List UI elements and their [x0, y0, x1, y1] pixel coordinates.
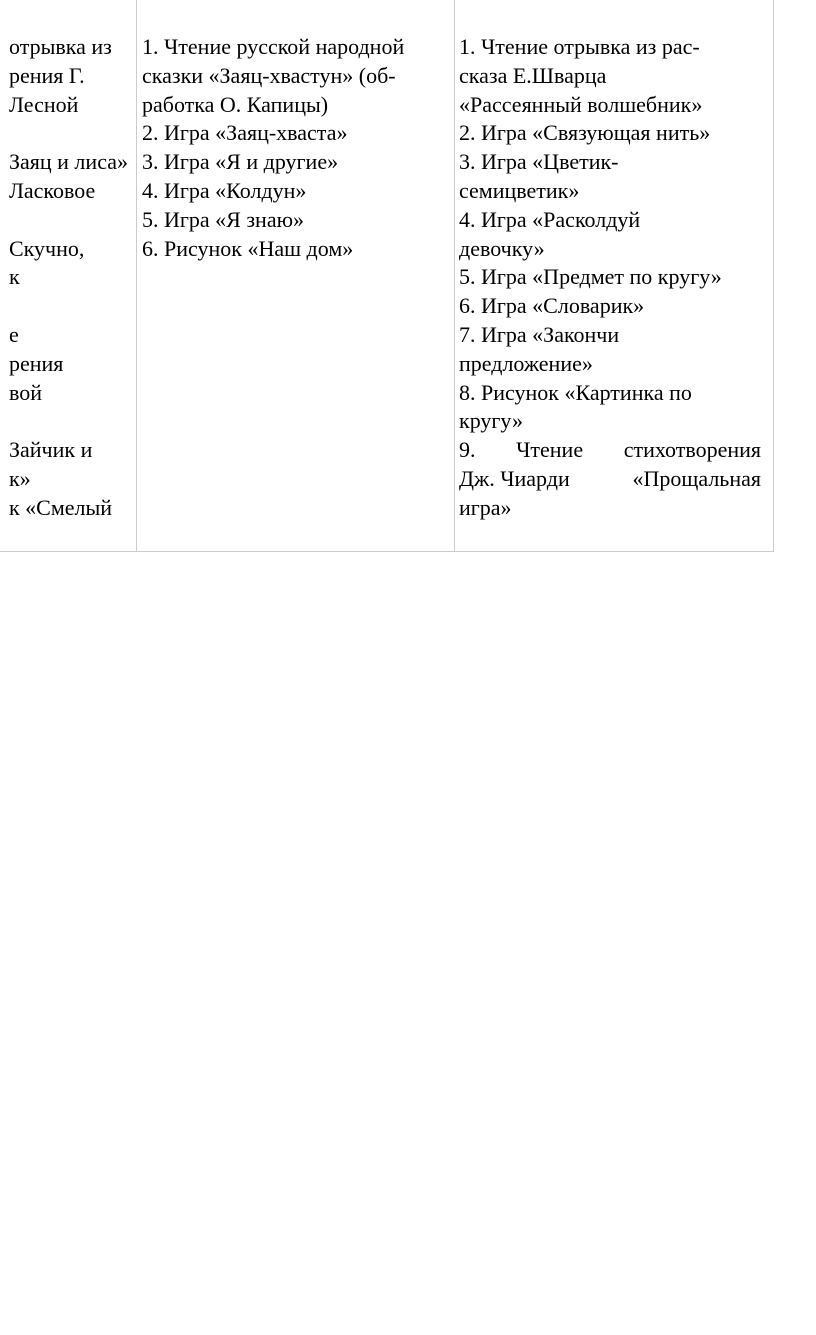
text-line: работка О. Капицы): [142, 91, 329, 117]
text-line: 5. Игра «Я знаю»: [142, 206, 305, 232]
text-line: сказа Е.Шварца: [459, 62, 607, 88]
text-line: к «Смелый: [8, 494, 113, 520]
text-line: рения Г.: [8, 62, 85, 88]
word: Дж. Чиарди: [459, 465, 570, 491]
text-line: отрывка из: [8, 34, 112, 59]
column-2-text: [142, 33, 404, 263]
word: стихотворения: [623, 437, 761, 463]
text-line: 1. Чтение отрывка из рас-: [459, 34, 700, 59]
text-line: 4. Игра «Колдун»: [142, 177, 307, 203]
text-line: к: [8, 264, 20, 290]
word: Чтение: [516, 437, 584, 463]
text-line: 8. Рисунок «Картинка по: [459, 379, 692, 405]
text-line: 7. Игра «Закончи: [459, 321, 620, 347]
text-line: [9, 119, 128, 148]
text-line: 5. Игра «Предмет по кругу»: [459, 264, 722, 290]
column-3-text: [459, 33, 761, 523]
text-line: 6. Рисунок «Наш дом»: [142, 235, 354, 261]
text-line: Скучно,: [8, 235, 85, 261]
word: «Прощальная: [632, 465, 761, 491]
text-line: 3. Игра «Я и другие»: [142, 149, 339, 175]
text-line: рения: [8, 350, 64, 376]
text-line: Ласковое: [8, 177, 96, 203]
column-1-text: [9, 33, 128, 523]
text-line: Зайчик и: [8, 437, 93, 463]
text-line-justified: [459, 436, 761, 465]
table-column-1: [0, 0, 137, 552]
table-column-2: [137, 0, 455, 552]
text-line: е: [8, 321, 19, 347]
text-line: сказки «Заяц-хвастун» (об-: [142, 62, 396, 88]
text-line: 2. Игра «Связующая нить»: [459, 120, 711, 146]
text-line-justified: [459, 465, 761, 494]
text-line: семицветик»: [459, 177, 580, 203]
text-line: «Рассеянный волшебник»: [459, 91, 703, 117]
text-line: [9, 206, 128, 235]
text-line: [9, 407, 128, 436]
text-line: игра»: [459, 494, 512, 520]
text-line: предложение»: [459, 350, 593, 376]
document-table: [0, 0, 774, 552]
text-line: вой: [8, 379, 42, 405]
text-line: 4. Игра «Расколдуй: [459, 206, 641, 232]
text-line: 2. Игра «Заяц-хваста»: [142, 120, 348, 146]
text-line: 1. Чтение русской народной: [142, 34, 405, 59]
text-line: девочку»: [459, 235, 545, 261]
text-line: Лесной: [8, 91, 79, 117]
table-column-3: [455, 0, 774, 552]
text-line: 6. Игра «Словарик»: [459, 293, 645, 319]
text-line: [9, 292, 128, 321]
text-line: 3. Игра «Цветик-: [459, 149, 619, 175]
text-line: Заяц и лиса»: [8, 149, 128, 175]
text-line: к»: [8, 465, 31, 491]
word: 9.: [459, 437, 476, 463]
text-line: кругу»: [459, 408, 523, 434]
